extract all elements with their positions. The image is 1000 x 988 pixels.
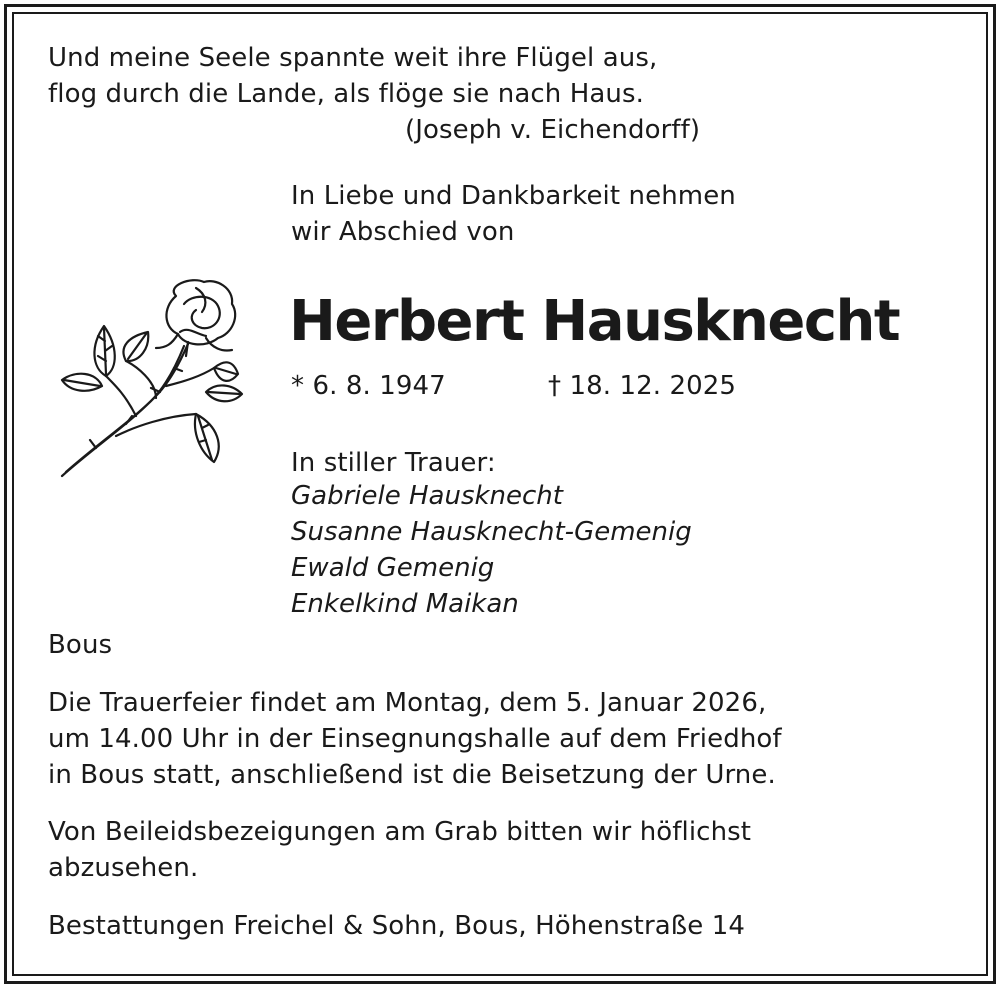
condolence-notice bbox=[48, 815, 751, 887]
birth-date: * 6. 8. 1947 bbox=[291, 371, 446, 401]
place-name: Bous bbox=[48, 630, 113, 660]
ceremony-line: Die Trauerfeier findet am Montag, dem 5. Januar 2026, bbox=[48, 688, 767, 718]
undertaker-line: Bestattungen Freichel & Sohn, Bous, Höhenstraße 14 bbox=[48, 911, 745, 941]
condolence-line: Von Beileidsbezeigungen am Grab bitten wir höflichst bbox=[48, 817, 752, 847]
mourner-name: Enkelkind Maikan bbox=[291, 589, 519, 619]
death-date: † 18. 12. 2025 bbox=[548, 371, 737, 401]
poem bbox=[48, 41, 657, 113]
condolence-line: abzusehen. bbox=[48, 853, 199, 883]
ceremony-notice bbox=[48, 686, 782, 794]
deceased-name: Herbert Hausknecht bbox=[289, 289, 900, 354]
mourner-name: Ewald Gemenig bbox=[291, 553, 495, 583]
intro-line: In Liebe und Dankbarkeit nehmen bbox=[291, 181, 736, 211]
mourning-heading: In stiller Trauer: bbox=[291, 448, 496, 478]
ceremony-line: um 14.00 Uhr in der Einsegnungshalle auf dem Friedhof bbox=[48, 724, 782, 754]
ceremony-line: in Bous statt, anschließend ist die Beisetzung der Urne. bbox=[48, 760, 776, 790]
poem-line: Und meine Seele spannte weit ihre Flügel aus, bbox=[48, 43, 658, 73]
mourner-name: Gabriele Hausknecht bbox=[291, 481, 563, 511]
intro-line: wir Abschied von bbox=[291, 217, 515, 247]
mourners-list bbox=[291, 479, 692, 623]
rose-icon bbox=[56, 276, 246, 486]
poem-attribution: (Joseph v. Eichendorff) bbox=[405, 115, 701, 145]
mourner-name: Susanne Hausknecht-Gemenig bbox=[291, 517, 692, 547]
poem-line: flog durch die Lande, als flöge sie nach Haus. bbox=[48, 79, 644, 109]
farewell-intro bbox=[291, 179, 736, 251]
